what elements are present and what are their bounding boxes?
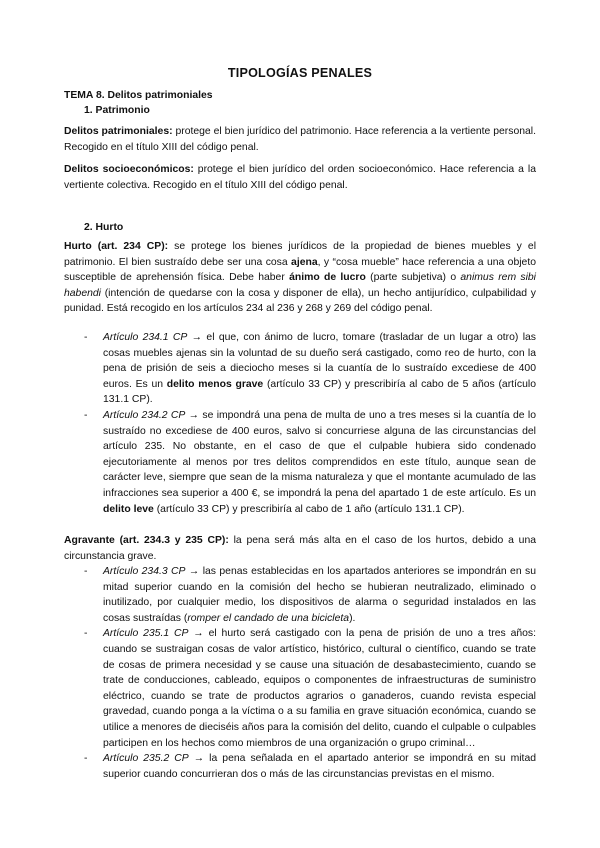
term-agravante: Agravante (art. 234.3 y 235 CP):: [64, 535, 229, 546]
list-item-art-234-3: - Artículo 234.3 CP → las penas establecidas en los apartados anteriores se impondrán en su mitad superior cuando en la comisión del hecho se hubieran neutralizado, eliminado o inutilizado, por cualquier medio, los dispositivos de alarma o seguridad instalados en las cosas sustraídas (romper el candado de una bicicleta).: [84, 566, 536, 624]
paragraph-delitos-socioeconomicos: Delitos socioeconómicos: protege el bien jurídico del orden socioeconómico. Hace referencia a la vertiente colectiva. Recogido en el título XIII del código penal.: [64, 164, 536, 191]
page-title: TIPOLOGÍAS PENALES: [227, 66, 373, 80]
article-ref: Artículo 234.1 CP: [103, 332, 188, 343]
article-ref: Artículo 234.3 CP: [103, 566, 186, 577]
section-heading-patrimonio: 1. Patrimonio: [84, 105, 150, 116]
term-delitos-patrimoniales: Delitos patrimoniales:: [64, 126, 173, 137]
dash-bullet: -: [84, 332, 88, 343]
dash-bullet: -: [84, 566, 88, 577]
paragraph-delitos-patrimoniales: Delitos patrimoniales: protege el bien jurídico del patrimonio. Hace referencia a la vertiente personal. Recogido en el título XIII del código penal.: [64, 126, 536, 153]
term-delitos-socioeconomicos: Delitos socioeconómicos:: [64, 164, 194, 175]
list-item-art-234-1: - Artículo 234.1 CP → el que, con ánimo de lucro, tomare (trasladar de un lugar a otro) las cosas muebles ajenas sin la voluntad de su dueño será castigado, como reo de hurto, con la pena de prisión de seis a dieciocho meses si la cuantía de lo sustraído excediese de 400 euros. Es un delito menos grave (artículo 33 CP) y prescribiría al cabo de 5 años (artículo 131.1 CP).: [84, 332, 536, 406]
paragraph-agravante: Agravante (art. 234.3 y 235 CP): la pena será más alta en el caso de los hurtos, debido a una circunstancia grave.: [64, 535, 536, 562]
article-ref: Artículo 234.2 CP: [103, 409, 186, 421]
article-ref: Artículo 235.1 CP: [103, 628, 189, 640]
term-hurto: Hurto (art. 234 CP):: [64, 241, 169, 252]
list-item-art-235-2: - Artículo 235.2 CP → la pena señalada en el apartado anterior se impondrá en su mitad superior cuando concurrieran dos o más de las circunstancias previstas en el mismo.: [84, 753, 537, 780]
list-articulo-234: [84, 330, 536, 517]
section-heading-hurto: 2. Hurto: [84, 222, 124, 233]
dash-bullet: -: [84, 409, 88, 421]
list-item-art-234-2: - Artículo 234.2 CP → se impondrá una pena de multa de uno a tres meses si la cuantía de lo sustraído no excediese de 400 euros, salvo si concurriese alguna de las circunstancias del artículo 235. No obstante, en el caso de que el culpable hubiera sido condenado ejecutoriamente al menos por tres delitos comprendidos en este título, aunque sean de carácter leve, siempre que sean de la misma naturaleza y que el montante acumulado de las infracciones sea superior a 400 €, se impondrá la pena del apartado 1 de este artículo. Es un delito leve (artículo 33 CP) y prescribiría al cabo de 1 año (artículo 131.1 CP).: [84, 409, 536, 515]
paragraph-hurto: Hurto (art. 234 CP): se protege los bienes jurídicos de la propiedad de bienes muebles y el patrimonio. El bien sustraído debe ser una cosa ajena, y “cosa mueble” hace referencia a una objeto susceptible de aprehensión física. Debe haber ánimo de lucro (parte subjetiva) o animus rem sibi habendi (intención de quedarse con la cosa y disponer de ella), un hecho antijurídico, culpabilidad y punidad. Está recogido en los artículos 234 al 236 y 268 y 269 del código penal.: [64, 241, 537, 315]
tema-heading: TEMA 8. Delitos patrimoniales: [64, 90, 213, 101]
list-item-art-235-1: - Artículo 235.1 CP → el hurto será castigado con la pena de prisión de uno a tres años: cuando se sustraigan cosas de valor artístico, histórico, cultural o científico, cuando se trate de cosas de primera necesidad y se cause una situación de desabastecimiento, cuando se trate de conducciones, cableado, equipos o componentes de infraestructuras de suministro eléctrico, cuando se trate de productos agrarios o ganaderos, cuando revista especial gravedad, cuando ponga a la víctima o a su familia en grave situación económica, cuando se utilice a menores de dieciséis años para la comisión del delito, cuando el culpable o culpables participen en los hechos como miembros de una organización o grupo criminal…: [84, 628, 536, 749]
article-ref: Artículo 235.2 CP: [103, 753, 189, 765]
dash-bullet: -: [84, 628, 88, 640]
dash-bullet: -: [84, 753, 88, 765]
list-agravantes: [84, 564, 536, 782]
